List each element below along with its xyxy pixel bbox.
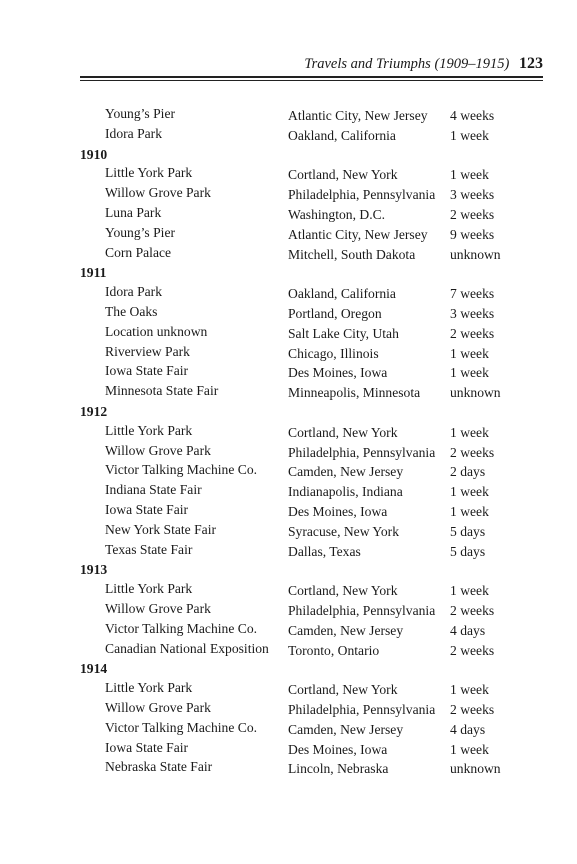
duration-cell: 1 week bbox=[450, 345, 489, 361]
duration-cell: 2 weeks bbox=[450, 206, 495, 222]
engagement-row bbox=[0, 718, 577, 738]
engagement-row bbox=[0, 480, 577, 500]
duration-cell: unknown bbox=[450, 385, 501, 401]
location-cell: Chicago, Illinois bbox=[288, 345, 379, 361]
duration-cell: 5 days bbox=[450, 543, 486, 559]
running-header bbox=[80, 55, 543, 73]
duration-cell: 1 week bbox=[450, 424, 489, 440]
venue-cell: Young’s Pier bbox=[105, 224, 176, 240]
venue-cell: Nebraska State Fair bbox=[105, 759, 213, 775]
venue-cell: Little York Park bbox=[105, 422, 193, 438]
engagement-row bbox=[0, 183, 577, 203]
year-heading-row bbox=[0, 144, 577, 164]
location-cell: Mitchell, South Dakota bbox=[288, 246, 416, 262]
venue-cell: Texas State Fair bbox=[105, 541, 193, 557]
venue-cell: Idora Park bbox=[105, 284, 162, 300]
engagement-row bbox=[0, 500, 577, 520]
engagement-row bbox=[0, 460, 577, 480]
engagement-row bbox=[0, 520, 577, 540]
year-heading-row bbox=[0, 559, 577, 579]
venue-cell: Willow Grove Park bbox=[105, 699, 211, 715]
engagement-row bbox=[0, 124, 577, 144]
venue-cell: Minnesota State Fair bbox=[105, 383, 219, 399]
venue-cell: The Oaks bbox=[105, 303, 158, 319]
duration-cell: unknown bbox=[450, 761, 501, 777]
engagement-row bbox=[0, 599, 577, 619]
duration-cell: unknown bbox=[450, 246, 501, 262]
location-cell: Cortland, New York bbox=[288, 583, 398, 599]
engagement-row bbox=[0, 243, 577, 263]
engagement-list bbox=[0, 104, 577, 777]
duration-cell: 3 weeks bbox=[450, 305, 495, 321]
engagement-row bbox=[0, 282, 577, 302]
venue-cell: Riverview Park bbox=[105, 343, 190, 359]
duration-cell: 2 weeks bbox=[450, 642, 495, 658]
location-cell: Philadelphia, Pennsylvania bbox=[288, 187, 436, 203]
location-cell: Atlantic City, New Jersey bbox=[288, 108, 428, 123]
duration-cell: 1 week bbox=[450, 484, 489, 500]
venue-cell: Iowa State Fair bbox=[105, 501, 189, 517]
engagement-row bbox=[0, 698, 577, 718]
engagement-row bbox=[0, 540, 577, 560]
duration-cell: 1 week bbox=[450, 741, 489, 757]
duration-cell: 4 days bbox=[450, 622, 486, 638]
page-number: 123 bbox=[519, 55, 543, 72]
location-cell: Des Moines, Iowa bbox=[288, 365, 388, 381]
venue-cell: Little York Park bbox=[105, 680, 193, 696]
engagement-row bbox=[0, 163, 577, 183]
venue-cell: Willow Grove Park bbox=[105, 600, 211, 616]
duration-cell: 1 week bbox=[450, 127, 489, 143]
duration-cell: 4 weeks bbox=[450, 108, 495, 123]
location-cell: Washington, D.C. bbox=[288, 206, 386, 222]
venue-cell: Little York Park bbox=[105, 581, 193, 597]
duration-cell: 1 week bbox=[450, 167, 489, 183]
header-rule bbox=[80, 76, 543, 81]
engagement-row bbox=[0, 441, 577, 461]
venue-cell: Idora Park bbox=[105, 125, 162, 141]
location-cell: Portland, Oregon bbox=[288, 305, 382, 321]
venue-cell: Willow Grove Park bbox=[105, 185, 211, 201]
venue-cell: Young’s Pier bbox=[105, 106, 176, 121]
location-cell: Minneapolis, Minnesota bbox=[288, 385, 421, 401]
location-cell: Oakland, California bbox=[288, 286, 396, 302]
location-cell: Indianapolis, Indiana bbox=[288, 484, 403, 500]
location-cell: Philadelphia, Pennsylvania bbox=[288, 602, 436, 618]
duration-cell: 9 weeks bbox=[450, 226, 495, 242]
venue-cell: Luna Park bbox=[105, 204, 162, 220]
duration-cell: 1 week bbox=[450, 682, 489, 698]
engagement-row bbox=[0, 223, 577, 243]
duration-cell: 2 weeks bbox=[450, 602, 495, 618]
engagement-row bbox=[0, 381, 577, 401]
venue-cell: Corn Palace bbox=[105, 244, 172, 260]
location-cell: Philadelphia, Pennsylvania bbox=[288, 444, 436, 460]
duration-cell: 2 weeks bbox=[450, 701, 495, 717]
venue-cell: Victor Talking Machine Co. bbox=[105, 620, 258, 636]
venue-cell: Iowa State Fair bbox=[105, 363, 189, 379]
engagement-row bbox=[0, 302, 577, 322]
location-cell: Dallas, Texas bbox=[288, 543, 361, 559]
engagement-row bbox=[0, 203, 577, 223]
engagement-row bbox=[0, 104, 577, 124]
duration-cell: 1 week bbox=[450, 365, 489, 381]
location-cell: Camden, New Jersey bbox=[288, 622, 404, 638]
duration-cell: 1 week bbox=[450, 583, 489, 599]
duration-cell: 7 weeks bbox=[450, 286, 495, 302]
location-cell: Syracuse, New York bbox=[288, 523, 400, 539]
venue-cell: Iowa State Fair bbox=[105, 739, 189, 755]
duration-cell: 2 days bbox=[450, 464, 486, 480]
engagement-row bbox=[0, 342, 577, 362]
engagement-row bbox=[0, 421, 577, 441]
location-cell: Des Moines, Iowa bbox=[288, 741, 388, 757]
engagement-row bbox=[0, 322, 577, 342]
location-cell: Salt Lake City, Utah bbox=[288, 325, 399, 341]
location-cell: Camden, New Jersey bbox=[288, 464, 404, 480]
location-cell: Des Moines, Iowa bbox=[288, 503, 388, 519]
location-cell: Lincoln, Nebraska bbox=[288, 761, 389, 777]
duration-cell: 2 weeks bbox=[450, 325, 495, 341]
location-cell: Oakland, California bbox=[288, 127, 396, 143]
duration-cell: 2 weeks bbox=[450, 444, 495, 460]
engagement-row bbox=[0, 619, 577, 639]
year-heading: 1914 bbox=[80, 661, 108, 677]
year-heading-row bbox=[0, 401, 577, 421]
year-heading: 1912 bbox=[80, 403, 108, 419]
location-cell: Philadelphia, Pennsylvania bbox=[288, 701, 436, 717]
engagement-row bbox=[0, 757, 577, 777]
engagement-row bbox=[0, 678, 577, 698]
duration-cell: 3 weeks bbox=[450, 187, 495, 203]
year-heading: 1913 bbox=[80, 562, 108, 578]
venue-cell: Little York Park bbox=[105, 165, 193, 181]
location-cell: Cortland, New York bbox=[288, 424, 398, 440]
venue-cell: Indiana State Fair bbox=[105, 482, 202, 498]
running-title: Travels and Triumphs (1909–1915) bbox=[304, 56, 510, 72]
location-cell: Toronto, Ontario bbox=[288, 642, 380, 658]
year-heading: 1911 bbox=[80, 265, 107, 281]
venue-cell: Willow Grove Park bbox=[105, 442, 211, 458]
location-cell: Camden, New Jersey bbox=[288, 721, 404, 737]
year-heading-row bbox=[0, 658, 577, 678]
venue-cell: Victor Talking Machine Co. bbox=[105, 462, 258, 478]
location-cell: Cortland, New York bbox=[288, 682, 398, 698]
year-heading-row bbox=[0, 262, 577, 282]
venue-cell: Location unknown bbox=[105, 323, 208, 339]
year-heading: 1910 bbox=[80, 146, 108, 162]
engagement-row bbox=[0, 738, 577, 758]
engagement-row bbox=[0, 639, 577, 659]
engagement-row bbox=[0, 361, 577, 381]
engagement-row bbox=[0, 579, 577, 599]
location-cell: Cortland, New York bbox=[288, 167, 398, 183]
duration-cell: 4 days bbox=[450, 721, 486, 737]
location-cell: Atlantic City, New Jersey bbox=[288, 226, 428, 242]
venue-cell: Victor Talking Machine Co. bbox=[105, 719, 258, 735]
duration-cell: 5 days bbox=[450, 523, 486, 539]
venue-cell: New York State Fair bbox=[105, 521, 217, 537]
duration-cell: 1 week bbox=[450, 503, 489, 519]
venue-cell: Canadian National Exposition bbox=[105, 640, 269, 656]
